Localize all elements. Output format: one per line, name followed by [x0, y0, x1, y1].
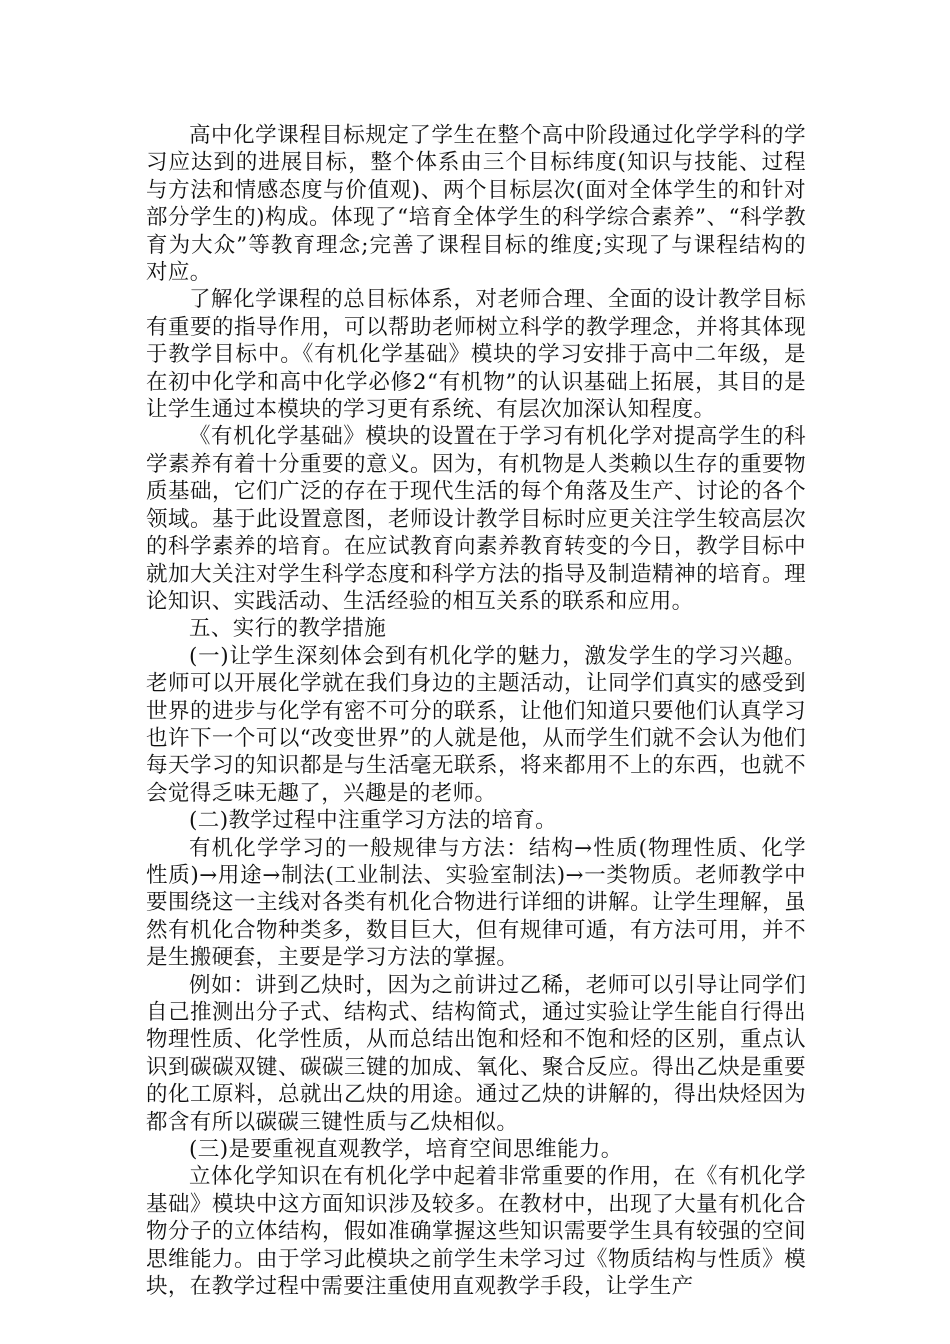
subheading-measure-three: (三)是要重视直观教学，培育空间思维能力。	[189, 1137, 623, 1163]
paragraph-example-acetylene: 例如：讲到乙炔时，因为之前讲过乙稀，老师可以引导让同学们自己推测出分子式、结构式、结构简式，通过实验让学生能自行得出物理性质、化学性质，从而总结出饱和烃和不饱和烃的区别，重点认识到碳碳双键、碳碳三键的加成、氧化、聚合反应。得出乙炔是重要的化工原料，总就出乙炔的用途。通过乙炔的讲解的，得出炔烃因为都含有所以碳碳三键性质与乙炔相似。	[146, 972, 806, 1135]
section-heading-measures: 五、实行的教学措施	[189, 616, 387, 642]
paragraph-stereochemistry: 立体化学知识在有机化学中起着非常重要的作用，在《有机化学基础》模块中这方面知识涉及较多。在教材中，出现了大量有机化合物分子的立体结构，假如准确掌握这些知识需要学生具有较强的空间思维能力。由于学习此模块之前学生未学习过《物质结构与性质》模块，在教学过程中需要注重使用直观教学手段，让学生产	[146, 1164, 806, 1300]
paragraph-module-significance: 《有机化学基础》模块的设置在于学习有机化学对提高学生的科学素养有着十分重要的意义。因为，有机物是人类赖以生存的重要物质基础，它们广泛的存在于现代生活的每个角落及生产、讨论的各个领域。基于此设置意图，老师设计教学目标时应更关注学生较高层次的科学素养的培育。在应试教育向素养教育转变的今日，教学目标中就加大关注对学生科学态度和科学方法的指导及制造精神的培育。理论知识、实践活动、生活经验的相互关系的联系和应用。	[146, 424, 806, 614]
document-body	[146, 122, 806, 1300]
paragraph-goal-system: 了解化学课程的总目标体系，对老师合理、全面的设计教学目标有重要的指导作用，可以帮助老师树立科学的教学理念，并将其体现于教学目标中。《有机化学基础》模块的学习安排于高中二年级，是在初中化学和高中化学必修2“有机物”的认识基础上拓展，其目的是让学生通过本模块的学习更有系统、有层次加深认知程度。	[146, 287, 806, 423]
paragraph-course-goals: 高中化学课程目标规定了学生在整个高中阶段通过化学学科的学习应达到的进展目标，整个体系由三个目标纬度(知识与技能、过程与方法和情感态度与价值观)、两个目标层次(面对全体学生的和针对部分学生的)构成。体现了“培育全体学生的科学综合素养”、“科学教育为大众”等教育理念;完善了课程目标的维度;实现了与课程结构的对应。	[146, 123, 806, 286]
paragraph-learning-method: 有机化学学习的一般规律与方法：结构→性质(物理性质、化学性质)→用途→制法(工业制法、实验室制法)→一类物质。老师教学中要围绕这一主线对各类有机化合物进行详细的讲解。让学生理解，虽然有机化合物种类多，数目巨大，但有规律可遁，有方法可用，并不是生搬硬套，主要是学习方法的掌握。	[146, 835, 806, 971]
subheading-measure-two: (二)教学过程中注重学习方法的培育。	[189, 808, 557, 834]
paragraph-measure-one: (一)让学生深刻体会到有机化学的魅力，激发学生的学习兴趣。老师可以开展化学就在我们身边的主题活动，让同学们真实的感受到世界的进步与化学有密不可分的联系，让他们知道只要他们认真学习也许下一个可以“改变世界”的人就是他，从而学生们就不会认为他们每天学习的知识都是与生活毫无联系，将来都用不上的东西，也就不会觉得乏味无趣了，兴趣是的老师。	[146, 643, 806, 806]
